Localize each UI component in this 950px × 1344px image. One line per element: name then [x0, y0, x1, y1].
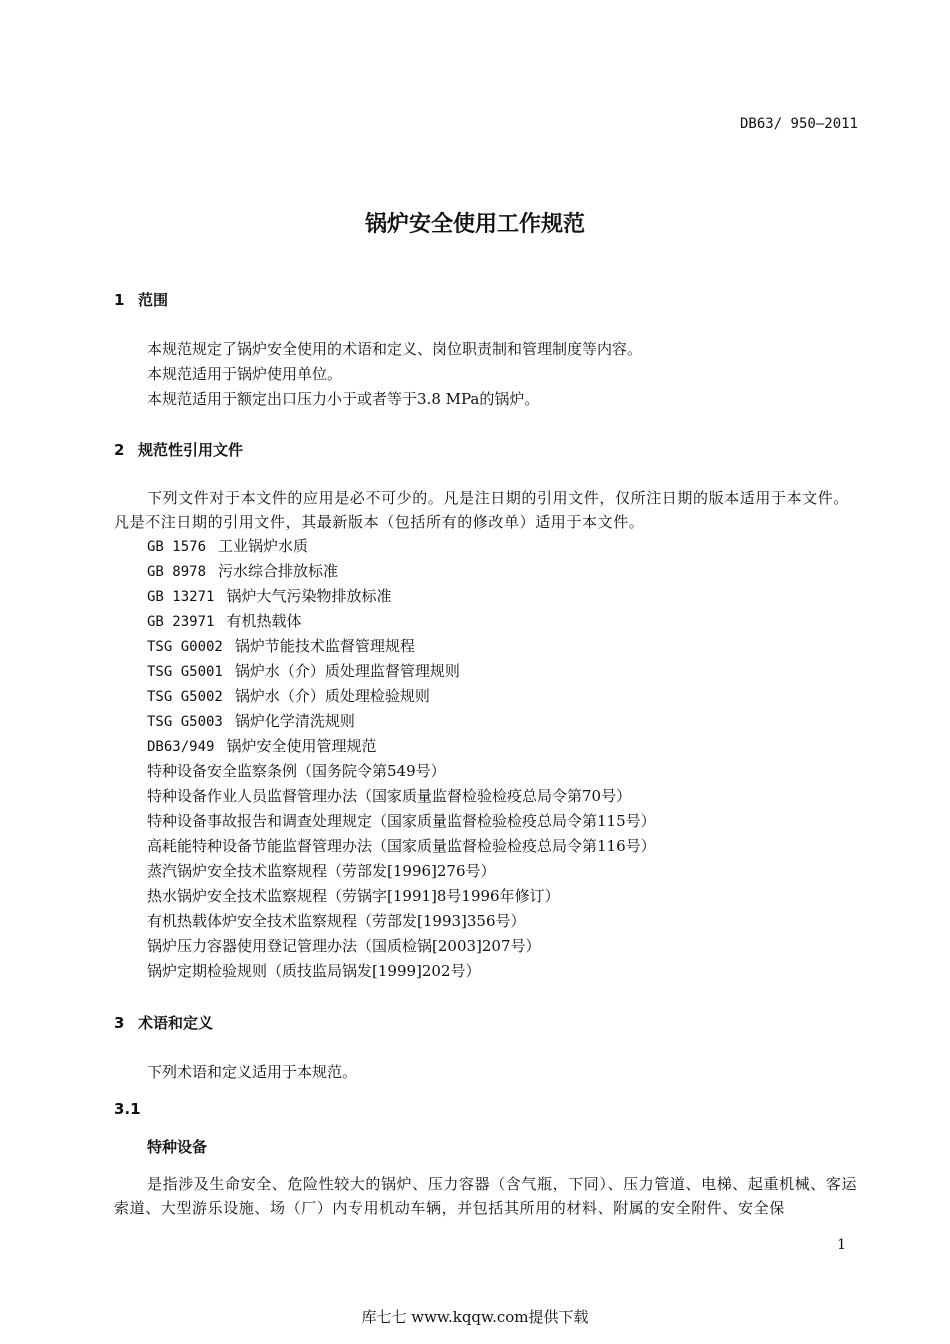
ref-name: 锅炉节能技术监督管理规程: [234, 637, 415, 655]
list-item: [147, 684, 656, 709]
ref-name: 锅炉水（介）质处理检验规则: [234, 687, 430, 705]
document-title: 锅炉安全使用工作规范: [364, 212, 585, 237]
section-2-intro: 下列文件对于本文件的应用是必不可少的。凡是注日期的引用文件，仅所注日期的版本适用于本文件。凡是不注日期的引用文件，其最新版本（包括所有的修改单）适用于本文件。: [114, 489, 850, 531]
list-item: [147, 534, 656, 559]
subsection-number: 3.1: [114, 1100, 141, 1118]
section-1-heading: [114, 289, 168, 310]
term-heading: 特种设备: [147, 1138, 208, 1156]
ref-name: 热水锅炉安全技术监察规程（劳锅字[1991]8号1996年修订）: [147, 887, 560, 905]
ref-code: GB 1576: [147, 539, 207, 555]
list-item: [147, 609, 656, 634]
list-item: [147, 934, 656, 959]
ref-name: 锅炉安全使用管理规范: [226, 737, 377, 755]
list-item: [147, 834, 656, 859]
ref-name: 有机热载体: [226, 612, 302, 630]
ref-name: 蒸汽锅炉安全技术监察规程（劳部发[1996]276号）: [147, 862, 496, 880]
page-number: 1: [837, 1237, 846, 1253]
ref-name: 特种设备事故报告和调查处理规定（国家质量监督检验检疫总局令第115号）: [147, 812, 656, 830]
ref-name: 高耗能特种设备节能监督管理办法（国家质量监督检验检疫总局令第116号）: [147, 837, 656, 855]
paragraph: 本规范适用于锅炉使用单位。: [147, 365, 343, 383]
list-item: [147, 659, 656, 684]
paragraph: 下列术语和定义适用于本规范。: [147, 1063, 358, 1081]
section-2-heading: [114, 439, 243, 460]
list-item: [147, 709, 656, 734]
term-definition: 是指涉及生命安全、危险性较大的锅炉、压力容器（含气瓶，下同）、压力管道、电梯、起重机械、客运索道、大型游乐设施、场（厂）内专用机动车辆，并包括其所用的材料、附属的安全附件、安全保: [114, 1175, 858, 1217]
list-item: [147, 584, 656, 609]
list-item: [147, 959, 656, 984]
ref-name: 有机热载体炉安全技术监察规程（劳部发[1993]356号）: [147, 912, 526, 930]
footer-source: 库七七 www.kqqw.com提供下载: [361, 1308, 589, 1326]
ref-name: 污水综合排放标准: [218, 562, 339, 580]
ref-name: 锅炉大气污染物排放标准: [226, 587, 392, 605]
list-item: [147, 859, 656, 884]
ref-code: TSG G5001: [147, 664, 223, 680]
ref-code: GB 13271: [147, 589, 215, 605]
ref-name: 锅炉化学清洗规则: [234, 712, 355, 730]
ref-name: 锅炉定期检验规则（质技监局锅发[1999]202号）: [147, 962, 481, 980]
section-title: 范围: [138, 291, 169, 309]
list-item: [147, 784, 656, 809]
ref-name: 锅炉水（介）质处理监督管理规则: [234, 662, 460, 680]
normative-references-list: [147, 534, 656, 984]
ref-code: GB 8978: [147, 564, 207, 580]
standard-code: DB63/ 950—2011: [739, 116, 858, 132]
section-number: 2: [114, 441, 125, 459]
ref-code: DB63/949: [147, 739, 215, 755]
list-item: [147, 559, 656, 584]
list-item: [147, 884, 656, 909]
ref-code: TSG G5002: [147, 689, 223, 705]
ref-code: TSG G5003: [147, 714, 223, 730]
list-item: [147, 634, 656, 659]
ref-code: TSG G0002: [147, 639, 223, 655]
ref-name: 工业锅炉水质: [218, 537, 309, 555]
section-title: 术语和定义: [138, 1014, 214, 1032]
ref-name: 锅炉压力容器使用登记管理办法（国质检锅[2003]207号）: [147, 937, 541, 955]
paragraph: 本规范规定了锅炉安全使用的术语和定义、岗位职责制和管理制度等内容。: [147, 340, 643, 358]
ref-name: 特种设备作业人员监督管理办法（国家质量监督检验检疫总局令第70号）: [147, 787, 632, 805]
section-title: 规范性引用文件: [138, 441, 244, 459]
ref-code: GB 23971: [147, 614, 215, 630]
section-number: 1: [114, 291, 125, 309]
list-item: [147, 759, 656, 784]
list-item: [147, 809, 656, 834]
list-item: [147, 734, 656, 759]
ref-name: 特种设备安全监察条例（国务院令第549号）: [147, 762, 446, 780]
section-number: 3: [114, 1014, 125, 1032]
section-3-heading: [114, 1012, 213, 1033]
paragraph: 本规范适用于额定出口压力小于或者等于3.8 MPa的锅炉。: [147, 390, 540, 408]
list-item: [147, 909, 656, 934]
